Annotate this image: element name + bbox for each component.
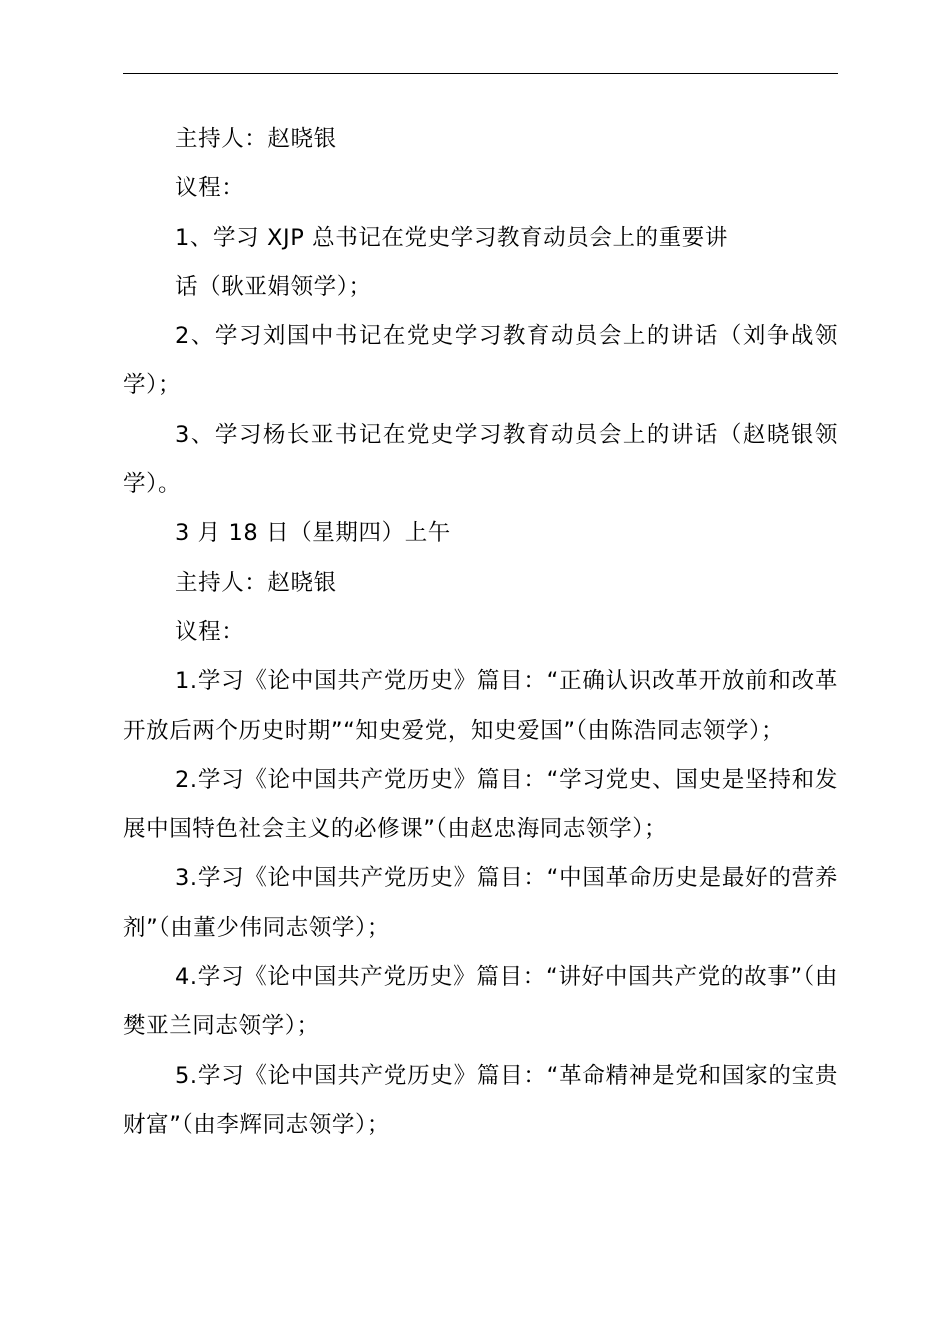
header-rule bbox=[123, 73, 838, 74]
agenda-item: 2、学习刘国中书记在党史学习教育动员会上的讲话（刘争战领学）； bbox=[123, 323, 838, 399]
agenda-item-continuation: 话（耿亚娟领学）； bbox=[175, 273, 372, 300]
agenda-item: 2.学习《论中国共产党历史》篇目：“学习党史、国史是坚持和发展中国特色社会主义的必修课”（由赵忠海同志领学）； bbox=[123, 766, 838, 843]
host-line: 主持人：赵晓银 bbox=[175, 126, 337, 152]
agenda-item: 3、学习杨长亚书记在党史学习教育动员会上的讲话（赵晓银领学）。 bbox=[123, 421, 838, 498]
document-body bbox=[123, 115, 838, 1150]
agenda-item: 1、学习 XJP 总书记在党史学习教育动员会上的重要讲 bbox=[175, 224, 728, 251]
agenda-heading: 议程： bbox=[175, 175, 245, 202]
host-line: 主持人：赵晓银 bbox=[175, 569, 337, 596]
agenda-heading: 议程： bbox=[175, 618, 245, 645]
session-date: 3 月 18 日（星期四）上午 bbox=[175, 520, 451, 547]
agenda-item: 4.学习《论中国共产党历史》篇目：“讲好中国共产党的故事”（由樊亚兰同志领学）； bbox=[123, 964, 838, 1040]
agenda-item: 5.学习《论中国共产党历史》篇目：“革命精神是党和国家的宝贵财富”（由李辉同志领学）； bbox=[123, 1062, 838, 1138]
agenda-item: 1.学习《论中国共产党历史》篇目：“正确认识改革开放前和改革开放后两个历史时期”“知史爱党，知史爱国”（由陈浩同志领学）； bbox=[123, 668, 838, 744]
agenda-item: 3.学习《论中国共产党历史》篇目：“中国革命历史是最好的营养剂”（由董少伟同志领学）； bbox=[123, 865, 838, 941]
